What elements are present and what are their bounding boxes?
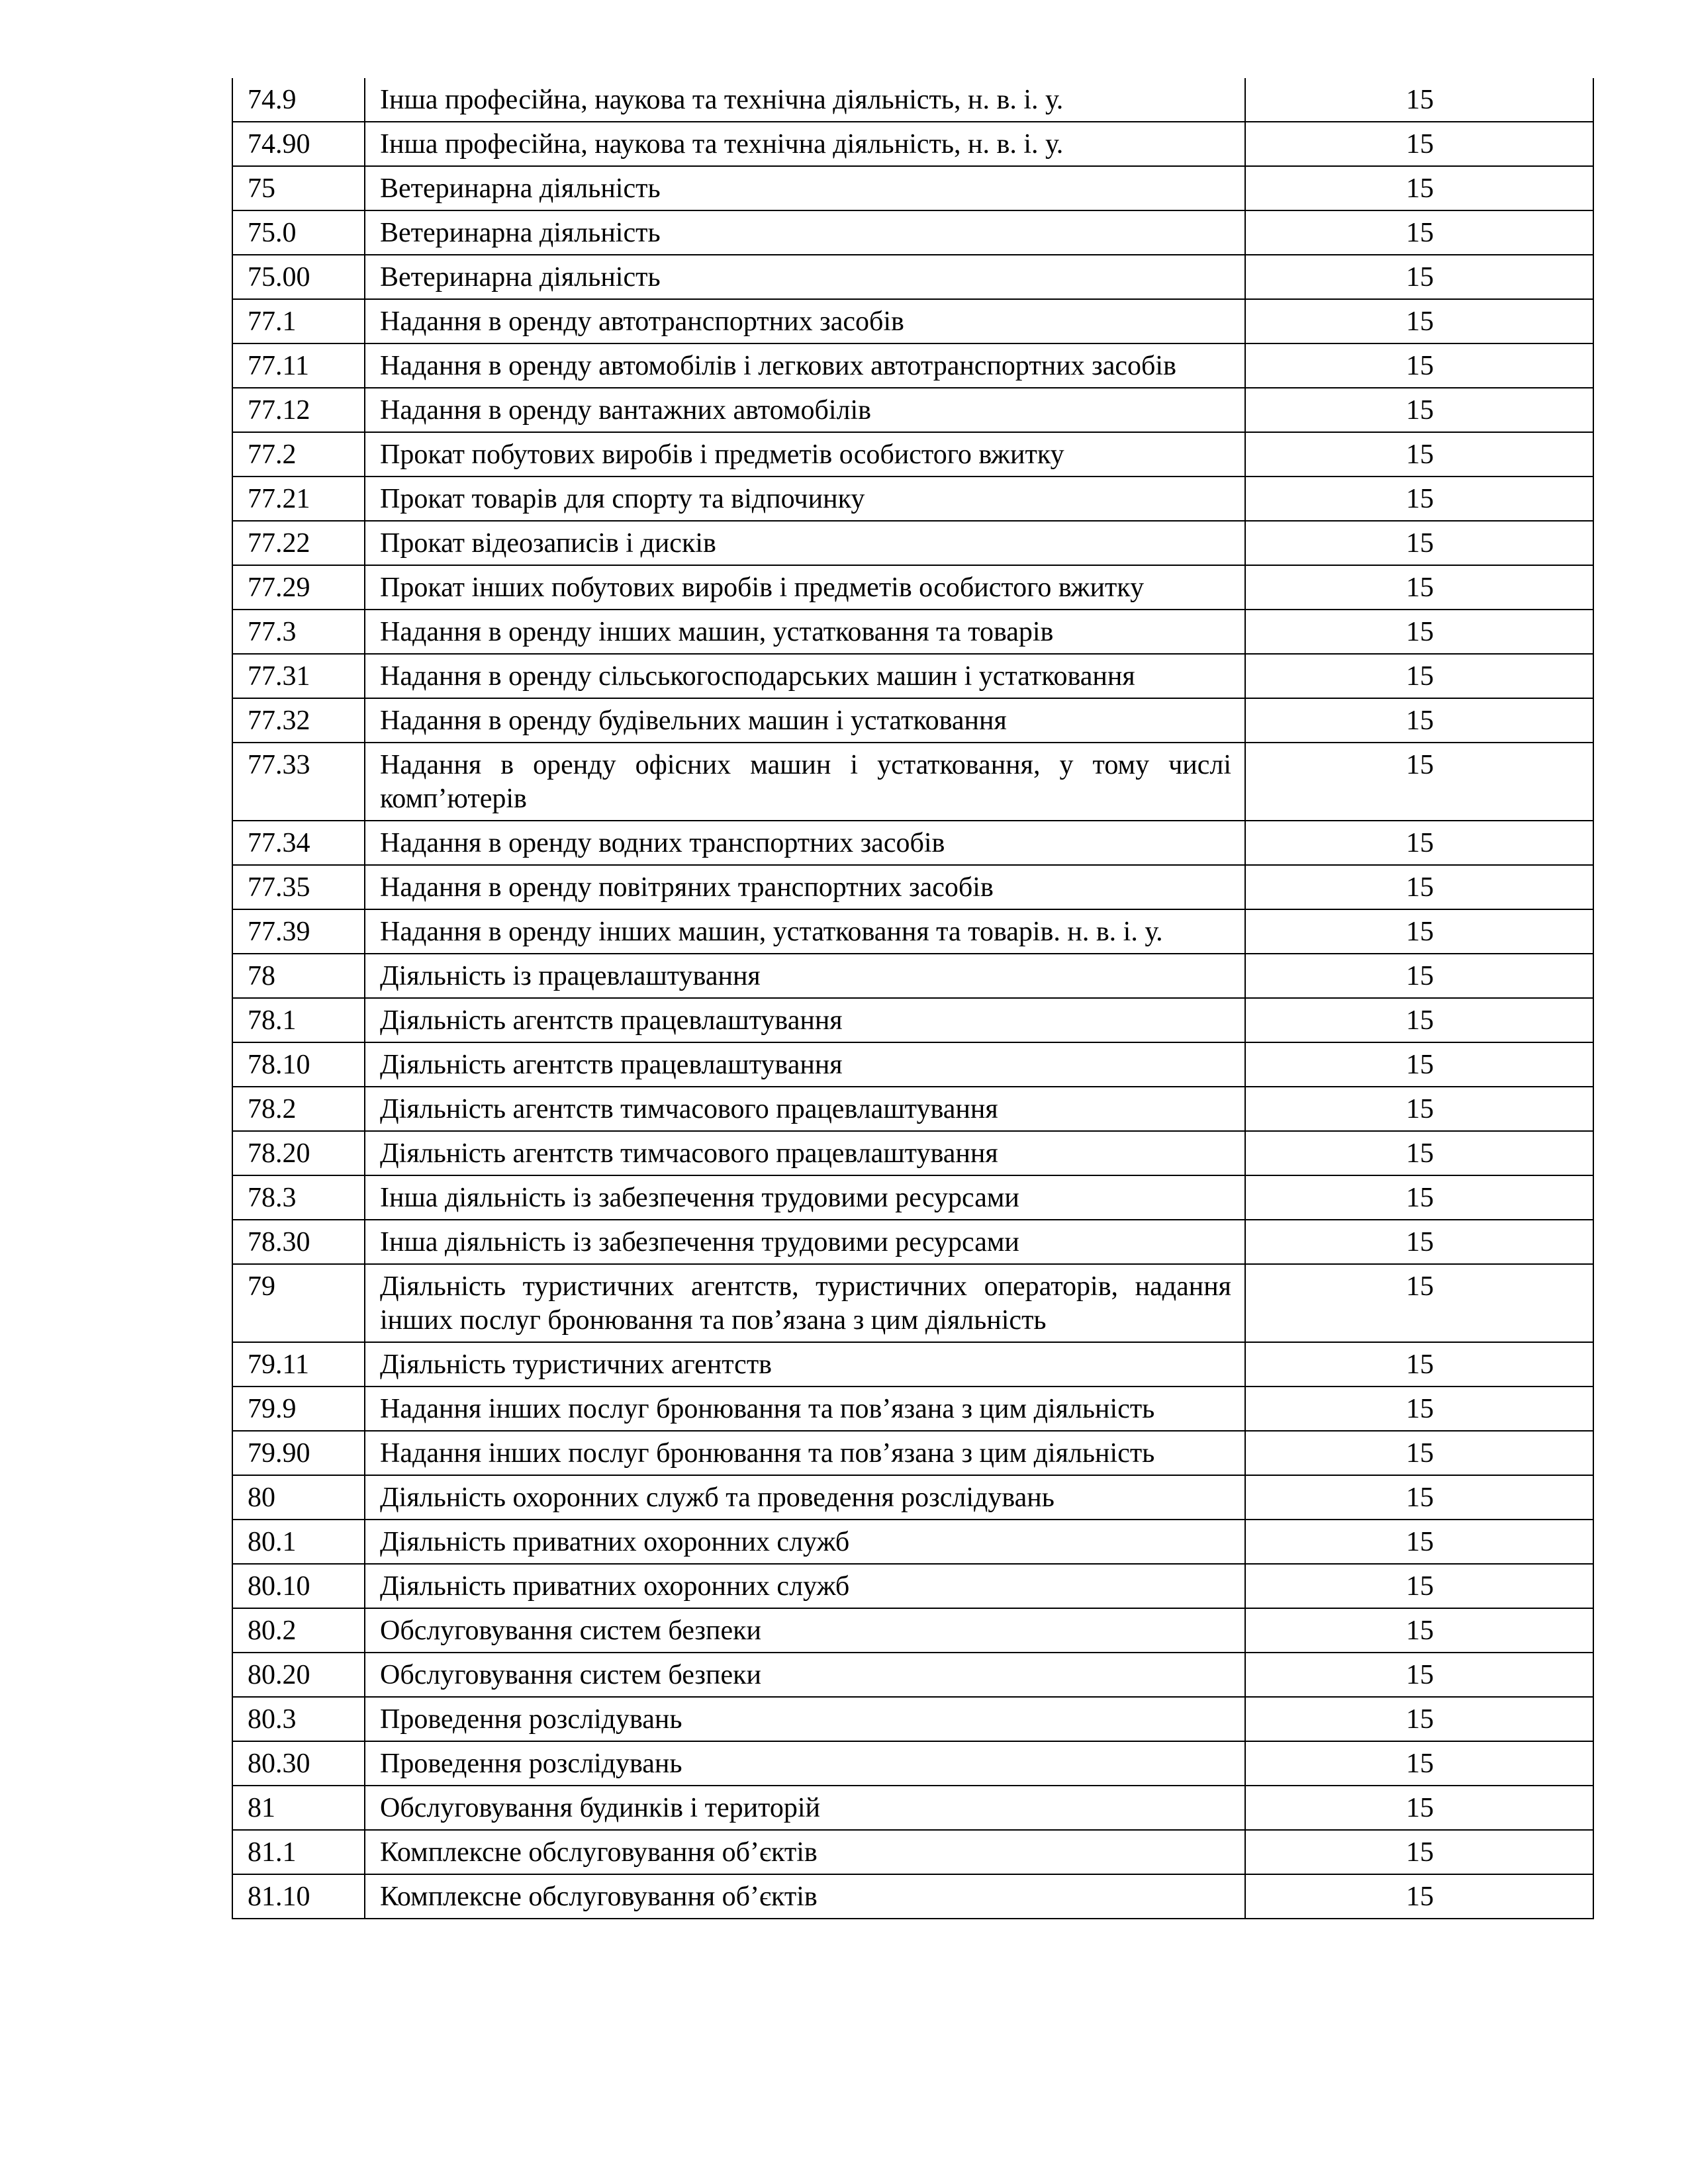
- activity-name-cell: Надання в оренду сільськогосподарських машин і устатковання: [365, 654, 1245, 698]
- activity-name-cell: Інша професійна, наукова та технічна діяльність, н. в. і. у.: [365, 78, 1245, 122]
- table-row: [232, 477, 1593, 521]
- table-row: [232, 1520, 1593, 1564]
- rate-cell: 15: [1245, 477, 1593, 521]
- table-row: [232, 78, 1593, 122]
- table-row: [232, 909, 1593, 954]
- table-row: [232, 1741, 1593, 1786]
- rate-cell: 15: [1245, 1697, 1593, 1741]
- rate-cell: 15: [1245, 343, 1593, 388]
- rate-cell: 15: [1245, 1175, 1593, 1220]
- activity-code-cell: 78.3: [232, 1175, 365, 1220]
- table-row: [232, 210, 1593, 255]
- table-row: [232, 521, 1593, 565]
- activity-name-cell: Надання в оренду автомобілів і легкових автотранспортних засобів: [365, 343, 1245, 388]
- rate-cell: 15: [1245, 1786, 1593, 1830]
- rate-cell: 15: [1245, 1475, 1593, 1520]
- table-row: [232, 1786, 1593, 1830]
- activity-name-cell: Надання в оренду вантажних автомобілів: [365, 388, 1245, 432]
- activity-name-cell: Надання інших послуг бронювання та пов’язана з цим діяльність: [365, 1431, 1245, 1475]
- activity-name-cell: Діяльність із працевлаштування: [365, 954, 1245, 998]
- table-row: [232, 1175, 1593, 1220]
- table-row: [232, 998, 1593, 1042]
- activity-name-cell: Діяльність туристичних агентств: [365, 1342, 1245, 1387]
- activity-name-cell: Ветеринарна діяльність: [365, 166, 1245, 210]
- activity-name-cell: Ветеринарна діяльність: [365, 210, 1245, 255]
- activity-name-cell: Надання в оренду повітряних транспортних засобів: [365, 865, 1245, 909]
- activity-name-cell: Інша професійна, наукова та технічна діяльність, н. в. і. у.: [365, 122, 1245, 166]
- activity-name-cell: Обслуговування систем безпеки: [365, 1608, 1245, 1653]
- activity-code-cell: 77.35: [232, 865, 365, 909]
- table-row: [232, 1342, 1593, 1387]
- activity-name-cell: Прокат відеозаписів і дисків: [365, 521, 1245, 565]
- activity-code-cell: 78: [232, 954, 365, 998]
- rate-cell: 15: [1245, 122, 1593, 166]
- rate-cell: 15: [1245, 1087, 1593, 1131]
- rate-cell: 15: [1245, 565, 1593, 610]
- activity-code-cell: 77.33: [232, 743, 365, 821]
- table-row: [232, 1475, 1593, 1520]
- activity-code-cell: 80.1: [232, 1520, 365, 1564]
- activity-code-cell: 77.3: [232, 610, 365, 654]
- activity-name-cell: Діяльність агентств працевлаштування: [365, 998, 1245, 1042]
- table-row: [232, 610, 1593, 654]
- activity-name-cell: Надання в оренду інших машин, устатковання та товарів. н. в. і. у.: [365, 909, 1245, 954]
- table-row: [232, 1830, 1593, 1874]
- rate-cell: 15: [1245, 1131, 1593, 1175]
- table-row: [232, 255, 1593, 299]
- activity-code-cell: 75: [232, 166, 365, 210]
- activity-code-cell: 77.34: [232, 821, 365, 865]
- activity-code-cell: 80.20: [232, 1653, 365, 1697]
- activity-code-cell: 77.32: [232, 698, 365, 743]
- table-row: [232, 1874, 1593, 1919]
- activity-name-cell: Діяльність охоронних служб та проведення розслідувань: [365, 1475, 1245, 1520]
- table-row: [232, 698, 1593, 743]
- activity-name-cell: Інша діяльність із забезпечення трудовими ресурсами: [365, 1220, 1245, 1264]
- rate-cell: 15: [1245, 1431, 1593, 1475]
- table-row: [232, 865, 1593, 909]
- activity-name-cell: Надання в оренду водних транспортних засобів: [365, 821, 1245, 865]
- rate-cell: 15: [1245, 78, 1593, 122]
- activity-code-cell: 77.29: [232, 565, 365, 610]
- rate-cell: 15: [1245, 909, 1593, 954]
- rate-cell: 15: [1245, 299, 1593, 343]
- table-row: [232, 1264, 1593, 1342]
- table-row: [232, 1220, 1593, 1264]
- table-row: [232, 166, 1593, 210]
- rate-cell: 15: [1245, 1342, 1593, 1387]
- activity-code-cell: 77.22: [232, 521, 365, 565]
- table-row: [232, 299, 1593, 343]
- activity-code-cell: 75.0: [232, 210, 365, 255]
- activity-code-cell: 78.20: [232, 1131, 365, 1175]
- table-row: [232, 1564, 1593, 1608]
- rate-cell: 15: [1245, 166, 1593, 210]
- rate-cell: 15: [1245, 1741, 1593, 1786]
- activity-name-cell: Надання в оренду офісних машин і устатковання, у тому числі комп’ютерів: [365, 743, 1245, 821]
- activity-code-cell: 74.90: [232, 122, 365, 166]
- rate-cell: 15: [1245, 654, 1593, 698]
- table-row: [232, 821, 1593, 865]
- rate-cell: 15: [1245, 1830, 1593, 1874]
- rate-cell: 15: [1245, 432, 1593, 477]
- activity-code-cell: 78.2: [232, 1087, 365, 1131]
- activity-code-cell: 78.1: [232, 998, 365, 1042]
- activity-name-cell: Діяльність агентств працевлаштування: [365, 1042, 1245, 1087]
- rate-cell: 15: [1245, 255, 1593, 299]
- activity-name-cell: Ветеринарна діяльність: [365, 255, 1245, 299]
- activity-code-cell: 78.30: [232, 1220, 365, 1264]
- activity-code-cell: 78.10: [232, 1042, 365, 1087]
- rate-cell: 15: [1245, 998, 1593, 1042]
- activity-code-cell: 77.21: [232, 477, 365, 521]
- activity-name-cell: Прокат побутових виробів і предметів особистого вжитку: [365, 432, 1245, 477]
- activity-code-cell: 77.31: [232, 654, 365, 698]
- rate-cell: 15: [1245, 388, 1593, 432]
- table-row: [232, 1608, 1593, 1653]
- activity-code-cell: 80.10: [232, 1564, 365, 1608]
- activity-code-cell: 77.12: [232, 388, 365, 432]
- activity-name-cell: Діяльність приватних охоронних служб: [365, 1520, 1245, 1564]
- table-row: [232, 1087, 1593, 1131]
- activity-code-cell: 80.2: [232, 1608, 365, 1653]
- activity-code-cell: 81.10: [232, 1874, 365, 1919]
- activity-code-cell: 77.1: [232, 299, 365, 343]
- activity-codes-table: [232, 78, 1594, 1919]
- activity-name-cell: Діяльність агентств тимчасового працевлаштування: [365, 1087, 1245, 1131]
- activity-code-cell: 81.1: [232, 1830, 365, 1874]
- activity-name-cell: Надання інших послуг бронювання та пов’язана з цим діяльність: [365, 1387, 1245, 1431]
- activity-name-cell: Проведення розслідувань: [365, 1697, 1245, 1741]
- table-row: [232, 743, 1593, 821]
- activity-name-cell: Інша діяльність із забезпечення трудовими ресурсами: [365, 1175, 1245, 1220]
- rate-cell: 15: [1245, 743, 1593, 821]
- table-row: [232, 1697, 1593, 1741]
- rate-cell: 15: [1245, 521, 1593, 565]
- rate-cell: 15: [1245, 954, 1593, 998]
- activity-code-cell: 79.11: [232, 1342, 365, 1387]
- rate-cell: 15: [1245, 1042, 1593, 1087]
- table-body: [232, 78, 1593, 1919]
- rate-cell: 15: [1245, 698, 1593, 743]
- activity-code-cell: 79: [232, 1264, 365, 1342]
- rate-cell: 15: [1245, 1874, 1593, 1919]
- rate-cell: 15: [1245, 210, 1593, 255]
- activity-code-cell: 81: [232, 1786, 365, 1830]
- rate-cell: 15: [1245, 1264, 1593, 1342]
- activity-code-cell: 77.39: [232, 909, 365, 954]
- table-row: [232, 1131, 1593, 1175]
- table-row: [232, 1387, 1593, 1431]
- activity-name-cell: Прокат товарів для спорту та відпочинку: [365, 477, 1245, 521]
- rate-cell: 15: [1245, 821, 1593, 865]
- activity-name-cell: Діяльність туристичних агентств, туристичних операторів, надання інших послуг бронювання та пов’язана з цим діяльність: [365, 1264, 1245, 1342]
- rate-cell: 15: [1245, 1387, 1593, 1431]
- activity-code-cell: 80: [232, 1475, 365, 1520]
- table-row: [232, 654, 1593, 698]
- activity-name-cell: Комплексне обслуговування об’єктів: [365, 1830, 1245, 1874]
- table-row: [232, 343, 1593, 388]
- table-row: [232, 1431, 1593, 1475]
- table-row: [232, 432, 1593, 477]
- activity-name-cell: Надання в оренду автотранспортних засобів: [365, 299, 1245, 343]
- activity-code-cell: 79.9: [232, 1387, 365, 1431]
- table-row: [232, 122, 1593, 166]
- table-row: [232, 1653, 1593, 1697]
- rate-cell: 15: [1245, 1564, 1593, 1608]
- rate-cell: 15: [1245, 865, 1593, 909]
- table-row: [232, 565, 1593, 610]
- activity-name-cell: Обслуговування систем безпеки: [365, 1653, 1245, 1697]
- activity-name-cell: Обслуговування будинків і територій: [365, 1786, 1245, 1830]
- rate-cell: 15: [1245, 1220, 1593, 1264]
- rate-cell: 15: [1245, 1608, 1593, 1653]
- activity-code-cell: 77.2: [232, 432, 365, 477]
- activity-code-cell: 75.00: [232, 255, 365, 299]
- table-row: [232, 388, 1593, 432]
- rate-cell: 15: [1245, 610, 1593, 654]
- activity-name-cell: Надання в оренду будівельних машин і устатковання: [365, 698, 1245, 743]
- rate-cell: 15: [1245, 1520, 1593, 1564]
- activity-code-cell: 74.9: [232, 78, 365, 122]
- table-row: [232, 954, 1593, 998]
- activity-name-cell: Прокат інших побутових виробів і предметів особистого вжитку: [365, 565, 1245, 610]
- activity-code-cell: 80.30: [232, 1741, 365, 1786]
- rate-cell: 15: [1245, 1653, 1593, 1697]
- activity-name-cell: Діяльність агентств тимчасового працевлаштування: [365, 1131, 1245, 1175]
- activity-name-cell: Надання в оренду інших машин, устатковання та товарів: [365, 610, 1245, 654]
- activity-code-cell: 77.11: [232, 343, 365, 388]
- activity-name-cell: Діяльність приватних охоронних служб: [365, 1564, 1245, 1608]
- activity-name-cell: Проведення розслідувань: [365, 1741, 1245, 1786]
- table-row: [232, 1042, 1593, 1087]
- activity-code-cell: 79.90: [232, 1431, 365, 1475]
- activity-name-cell: Комплексне обслуговування об’єктів: [365, 1874, 1245, 1919]
- activity-code-cell: 80.3: [232, 1697, 365, 1741]
